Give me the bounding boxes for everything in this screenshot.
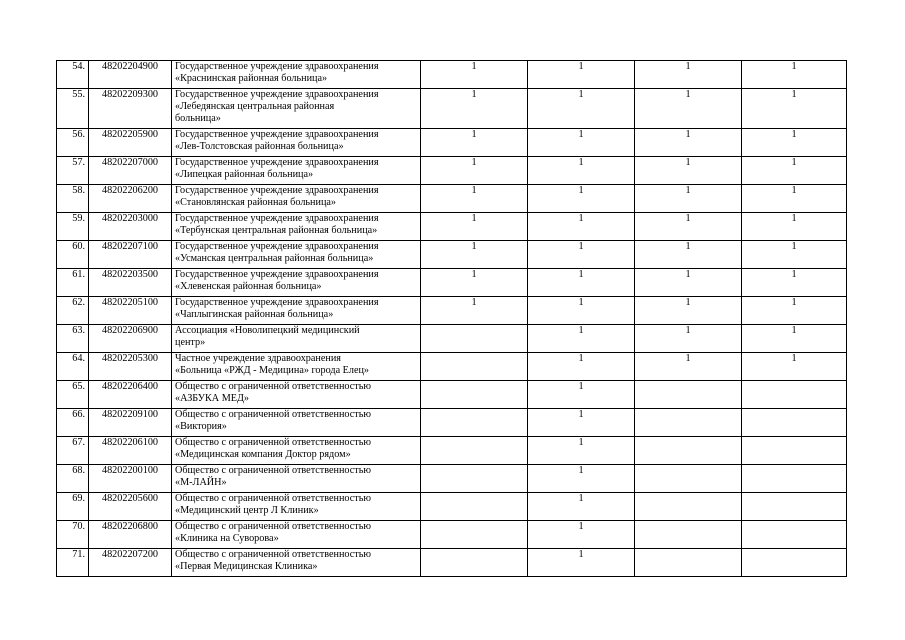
organization-name bbox=[172, 157, 421, 185]
organization-name-line: больница» bbox=[175, 113, 221, 125]
indicator-cell-1 bbox=[421, 465, 528, 493]
organization-name-line: «Хлевенская районная больница» bbox=[175, 281, 322, 293]
organization-name bbox=[172, 325, 421, 353]
indicator-cell-4: 1 bbox=[742, 325, 847, 353]
indicator-cell-1 bbox=[421, 493, 528, 521]
table-row bbox=[57, 465, 847, 493]
organization-name-line: Государственное учреждение здравоохранения bbox=[175, 269, 379, 280]
indicator-cell-4: 1 bbox=[742, 297, 847, 325]
indicator-cell-3 bbox=[635, 493, 742, 521]
indicator-cell-3: 1 bbox=[635, 325, 742, 353]
indicator-cell-2: 1 bbox=[528, 61, 635, 89]
indicator-cell-1: 1 bbox=[421, 213, 528, 241]
organization-name bbox=[172, 465, 421, 493]
indicator-cell-1 bbox=[421, 549, 528, 577]
organization-name bbox=[172, 213, 421, 241]
row-number: 58. bbox=[57, 185, 89, 213]
row-number: 68. bbox=[57, 465, 89, 493]
row-number: 55. bbox=[57, 89, 89, 129]
row-number: 67. bbox=[57, 437, 89, 465]
indicator-cell-1 bbox=[421, 353, 528, 381]
indicator-cell-2: 1 bbox=[528, 465, 635, 493]
organization-name-line: «М-ЛАЙН» bbox=[175, 477, 227, 489]
indicator-cell-1: 1 bbox=[421, 61, 528, 89]
organization-name-line: Частное учреждение здравоохранения bbox=[175, 353, 341, 364]
registry-code: 48202203500 bbox=[89, 269, 172, 297]
indicator-cell-2: 1 bbox=[528, 521, 635, 549]
organization-name-line: Государственное учреждение здравоохранения bbox=[175, 61, 379, 72]
organization-name-line: «АЗБУКА МЕД» bbox=[175, 393, 250, 405]
registry-code: 48202207000 bbox=[89, 157, 172, 185]
table-row bbox=[57, 89, 847, 129]
indicator-cell-2: 1 bbox=[528, 381, 635, 409]
registry-code: 48202205600 bbox=[89, 493, 172, 521]
row-number: 62. bbox=[57, 297, 89, 325]
indicator-cell-4: 1 bbox=[742, 185, 847, 213]
registry-code: 48202209100 bbox=[89, 409, 172, 437]
row-number: 54. bbox=[57, 61, 89, 89]
indicator-cell-1: 1 bbox=[421, 269, 528, 297]
organization-name bbox=[172, 437, 421, 465]
organization-name-line: «Тербунская центральная районная больница» bbox=[175, 225, 378, 237]
table-row bbox=[57, 409, 847, 437]
registry-code: 48202206400 bbox=[89, 381, 172, 409]
table-row bbox=[57, 269, 847, 297]
registry-code: 48202209300 bbox=[89, 89, 172, 129]
indicator-cell-4 bbox=[742, 465, 847, 493]
table-row bbox=[57, 297, 847, 325]
organization-name-line: Государственное учреждение здравоохранения bbox=[175, 241, 379, 252]
organization-name-line: Государственное учреждение здравоохранения bbox=[175, 89, 379, 100]
registry-code: 48202206200 bbox=[89, 185, 172, 213]
indicator-cell-1: 1 bbox=[421, 157, 528, 185]
table-row bbox=[57, 549, 847, 577]
table-row bbox=[57, 353, 847, 381]
indicator-cell-4: 1 bbox=[742, 89, 847, 129]
organization-name-line: «Клиника на Суворова» bbox=[175, 533, 279, 545]
indicator-cell-3: 1 bbox=[635, 157, 742, 185]
indicator-cell-4 bbox=[742, 521, 847, 549]
row-number: 69. bbox=[57, 493, 89, 521]
indicator-cell-2: 1 bbox=[528, 89, 635, 129]
row-number: 63. bbox=[57, 325, 89, 353]
row-number: 59. bbox=[57, 213, 89, 241]
indicator-cell-4: 1 bbox=[742, 157, 847, 185]
organization-name-line: Государственное учреждение здравоохранения bbox=[175, 129, 379, 140]
organization-name-line: «Краснинская районная больница» bbox=[175, 73, 328, 85]
registry-code: 48202207200 bbox=[89, 549, 172, 577]
organization-name-line: «Виктория» bbox=[175, 421, 227, 433]
indicator-cell-3: 1 bbox=[635, 213, 742, 241]
organization-name-line: Государственное учреждение здравоохранения bbox=[175, 213, 379, 224]
registry-code: 48202203000 bbox=[89, 213, 172, 241]
organization-name-line: «Медицинский центр Л Клиник» bbox=[175, 505, 319, 517]
indicator-cell-3 bbox=[635, 465, 742, 493]
organization-name-line: «Чаплыгинская районная больница» bbox=[175, 309, 334, 321]
indicator-cell-4: 1 bbox=[742, 269, 847, 297]
indicator-cell-1 bbox=[421, 325, 528, 353]
organization-name bbox=[172, 521, 421, 549]
indicator-cell-4: 1 bbox=[742, 129, 847, 157]
organization-name-line: Государственное учреждение здравоохранения bbox=[175, 297, 379, 308]
indicator-cell-3: 1 bbox=[635, 353, 742, 381]
row-number: 66. bbox=[57, 409, 89, 437]
row-number: 56. bbox=[57, 129, 89, 157]
registry-table-body bbox=[57, 61, 847, 577]
organization-name bbox=[172, 409, 421, 437]
organization-name bbox=[172, 241, 421, 269]
indicator-cell-3: 1 bbox=[635, 269, 742, 297]
organization-name-line: Общество с ограниченной ответственностью bbox=[175, 409, 372, 420]
indicator-cell-3: 1 bbox=[635, 61, 742, 89]
indicator-cell-4: 1 bbox=[742, 241, 847, 269]
organization-name-line: Общество с ограниченной ответственностью bbox=[175, 521, 372, 532]
organization-name-line: Общество с ограниченной ответственностью bbox=[175, 381, 372, 392]
organization-name-line: «Липецкая районная больница» bbox=[175, 169, 314, 181]
indicator-cell-2: 1 bbox=[528, 297, 635, 325]
organization-name-line: Общество с ограниченной ответственностью bbox=[175, 549, 372, 560]
indicator-cell-2: 1 bbox=[528, 213, 635, 241]
table-row bbox=[57, 325, 847, 353]
indicator-cell-1 bbox=[421, 521, 528, 549]
indicator-cell-3: 1 bbox=[635, 241, 742, 269]
indicator-cell-2: 1 bbox=[528, 549, 635, 577]
indicator-cell-2: 1 bbox=[528, 129, 635, 157]
table-row bbox=[57, 185, 847, 213]
indicator-cell-4 bbox=[742, 437, 847, 465]
indicator-cell-1: 1 bbox=[421, 129, 528, 157]
organization-name bbox=[172, 61, 421, 89]
indicator-cell-3 bbox=[635, 381, 742, 409]
indicator-cell-4 bbox=[742, 381, 847, 409]
indicator-cell-3: 1 bbox=[635, 185, 742, 213]
organization-name-line: «Медицинская компания Доктор рядом» bbox=[175, 449, 351, 461]
organization-name-line: центр» bbox=[175, 337, 206, 349]
indicator-cell-2: 1 bbox=[528, 325, 635, 353]
indicator-cell-3 bbox=[635, 521, 742, 549]
table-row bbox=[57, 129, 847, 157]
registry-code: 48202205100 bbox=[89, 297, 172, 325]
organization-name bbox=[172, 269, 421, 297]
indicator-cell-1: 1 bbox=[421, 241, 528, 269]
indicator-cell-2: 1 bbox=[528, 241, 635, 269]
registry-code: 48202200100 bbox=[89, 465, 172, 493]
table-row bbox=[57, 213, 847, 241]
indicator-cell-4: 1 bbox=[742, 353, 847, 381]
indicator-cell-2: 1 bbox=[528, 437, 635, 465]
organization-name bbox=[172, 549, 421, 577]
indicator-cell-1 bbox=[421, 381, 528, 409]
organization-name bbox=[172, 353, 421, 381]
organization-name-line: «Больница «РЖД - Медицина» города Елец» bbox=[175, 365, 370, 377]
indicator-cell-2: 1 bbox=[528, 269, 635, 297]
registry-code: 48202205300 bbox=[89, 353, 172, 381]
indicator-cell-2: 1 bbox=[528, 493, 635, 521]
organization-name-line: «Становлянская районная больница» bbox=[175, 197, 337, 209]
indicator-cell-4: 1 bbox=[742, 61, 847, 89]
registry-code: 48202206800 bbox=[89, 521, 172, 549]
registry-code: 48202207100 bbox=[89, 241, 172, 269]
organization-name-line: «Первая Медицинская Клиника» bbox=[175, 561, 318, 573]
organization-name bbox=[172, 493, 421, 521]
row-number: 70. bbox=[57, 521, 89, 549]
indicator-cell-3 bbox=[635, 409, 742, 437]
registry-code: 48202206100 bbox=[89, 437, 172, 465]
organization-name-line: Государственное учреждение здравоохранения bbox=[175, 157, 379, 168]
row-number: 60. bbox=[57, 241, 89, 269]
organization-name-line: Общество с ограниченной ответственностью bbox=[175, 493, 372, 504]
organization-name bbox=[172, 185, 421, 213]
indicator-cell-2: 1 bbox=[528, 409, 635, 437]
organization-name-line: «Лев-Толстовская районная больница» bbox=[175, 141, 344, 153]
row-number: 64. bbox=[57, 353, 89, 381]
indicator-cell-1: 1 bbox=[421, 297, 528, 325]
organization-name-line: Ассоциация «Новолипецкий медицинский bbox=[175, 325, 360, 336]
table-row bbox=[57, 437, 847, 465]
table-row bbox=[57, 521, 847, 549]
indicator-cell-3: 1 bbox=[635, 89, 742, 129]
organization-name-line: Государственное учреждение здравоохранения bbox=[175, 185, 379, 196]
indicator-cell-1 bbox=[421, 409, 528, 437]
organization-name bbox=[172, 297, 421, 325]
table-row bbox=[57, 241, 847, 269]
registry-code: 48202205900 bbox=[89, 129, 172, 157]
indicator-cell-4 bbox=[742, 493, 847, 521]
table-row bbox=[57, 381, 847, 409]
registry-code: 48202204900 bbox=[89, 61, 172, 89]
organization-name-line: Общество с ограниченной ответственностью bbox=[175, 465, 372, 476]
table-row bbox=[57, 61, 847, 89]
organization-name-line: «Усманская центральная районная больница» bbox=[175, 253, 374, 265]
row-number: 71. bbox=[57, 549, 89, 577]
organization-name bbox=[172, 381, 421, 409]
row-number: 65. bbox=[57, 381, 89, 409]
registry-code: 48202206900 bbox=[89, 325, 172, 353]
organization-name bbox=[172, 89, 421, 129]
indicator-cell-4 bbox=[742, 549, 847, 577]
indicator-cell-1: 1 bbox=[421, 185, 528, 213]
indicator-cell-4 bbox=[742, 409, 847, 437]
indicator-cell-1 bbox=[421, 437, 528, 465]
indicator-cell-2: 1 bbox=[528, 353, 635, 381]
organization-name-line: Общество с ограниченной ответственностью bbox=[175, 437, 372, 448]
indicator-cell-3 bbox=[635, 437, 742, 465]
table-row bbox=[57, 157, 847, 185]
indicator-cell-2: 1 bbox=[528, 157, 635, 185]
indicator-cell-4: 1 bbox=[742, 213, 847, 241]
row-number: 61. bbox=[57, 269, 89, 297]
indicator-cell-1: 1 bbox=[421, 89, 528, 129]
table-row bbox=[57, 493, 847, 521]
organization-name-line: «Лебедянская центральная районная bbox=[175, 101, 335, 113]
indicator-cell-2: 1 bbox=[528, 185, 635, 213]
indicator-cell-3 bbox=[635, 549, 742, 577]
registry-table bbox=[56, 60, 847, 577]
indicator-cell-3: 1 bbox=[635, 297, 742, 325]
indicator-cell-3: 1 bbox=[635, 129, 742, 157]
row-number: 57. bbox=[57, 157, 89, 185]
organization-name bbox=[172, 129, 421, 157]
